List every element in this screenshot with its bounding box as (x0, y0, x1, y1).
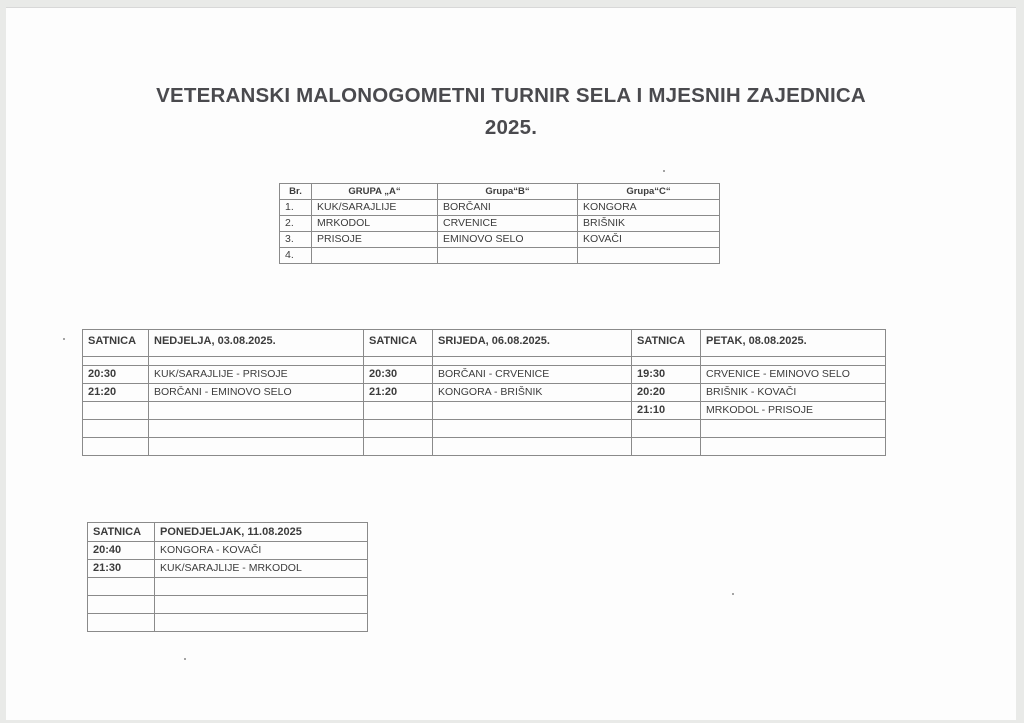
match-time: 21:30 (88, 560, 155, 578)
match-time: 21:10 (632, 402, 701, 420)
match-teams (433, 438, 632, 456)
scan-speck (732, 593, 734, 595)
row-number: 4. (280, 248, 312, 264)
match-time (632, 438, 701, 456)
day-header: PETAK, 08.08.2025. (701, 330, 886, 357)
match-teams (149, 438, 364, 456)
satnica-label: SATNICA (364, 330, 433, 357)
table-row (88, 560, 368, 578)
match-time (88, 614, 155, 632)
match-teams (433, 420, 632, 438)
groups-table (279, 183, 720, 264)
day-header: NEDJELJA, 03.08.2025. (149, 330, 364, 357)
schedule-header-row (88, 523, 368, 542)
table-row (280, 232, 720, 248)
match-time (83, 438, 149, 456)
team-cell (312, 248, 438, 264)
match-teams (149, 420, 364, 438)
schedule-table-week1 (82, 329, 886, 456)
document-page (6, 7, 1016, 720)
team-cell: BORČANI (438, 200, 578, 216)
match-teams (155, 578, 368, 596)
header-br: Br. (280, 184, 312, 200)
header-group-c: Grupa“C“ (578, 184, 720, 200)
match-teams (433, 402, 632, 420)
match-teams (701, 420, 886, 438)
match-teams: KUK/SARAJLIJE - PRISOJE (149, 366, 364, 384)
match-time: 20:30 (364, 366, 433, 384)
scan-speck (184, 658, 186, 660)
team-cell: KUK/SARAJLIJE (312, 200, 438, 216)
table-row (88, 542, 368, 560)
schedule-table-week2 (87, 522, 368, 632)
table-row (88, 578, 368, 596)
match-teams (701, 438, 886, 456)
match-teams: MRKODOL - PRISOJE (701, 402, 886, 420)
schedule-header-row (83, 330, 886, 357)
scan-speck (663, 170, 665, 172)
match-teams: KONGORA - BRIŠNIK (433, 384, 632, 402)
match-time (88, 578, 155, 596)
satnica-label: SATNICA (88, 523, 155, 542)
satnica-label: SATNICA (632, 330, 701, 357)
match-time (88, 596, 155, 614)
day-header: PONEDJELJAK, 11.08.2025 (155, 523, 368, 542)
header-group-b: Grupa“B“ (438, 184, 578, 200)
match-teams (149, 402, 364, 420)
table-row (280, 216, 720, 232)
team-cell: KONGORA (578, 200, 720, 216)
day-header: SRIJEDA, 06.08.2025. (433, 330, 632, 357)
match-time (364, 420, 433, 438)
match-teams: KONGORA - KOVAČI (155, 542, 368, 560)
document-year: 2025. (484, 116, 538, 139)
match-time (364, 438, 433, 456)
table-row (83, 366, 886, 384)
match-time (364, 402, 433, 420)
table-row (280, 200, 720, 216)
team-cell: KOVAČI (578, 232, 720, 248)
table-row (83, 384, 886, 402)
match-teams (155, 596, 368, 614)
team-cell: CRVENICE (438, 216, 578, 232)
groups-header-row (280, 184, 720, 200)
match-teams: BRIŠNIK - KOVAČI (701, 384, 886, 402)
team-cell: EMINOVO SELO (438, 232, 578, 248)
row-number: 2. (280, 216, 312, 232)
table-row (280, 248, 720, 264)
header-group-a: GRUPA „A“ (312, 184, 438, 200)
schedule-spacer-row (83, 357, 886, 366)
match-time: 20:30 (83, 366, 149, 384)
document-title: VETERANSKI MALONOGOMETNI TURNIR SELA I MJESNIH ZAJEDNICA (156, 84, 866, 107)
scan-speck (63, 338, 65, 340)
match-teams: KUK/SARAJLIJE - MRKODOL (155, 560, 368, 578)
match-time (83, 402, 149, 420)
match-time: 20:20 (632, 384, 701, 402)
match-teams: BORČANI - CRVENICE (433, 366, 632, 384)
match-teams (155, 614, 368, 632)
team-cell: PRISOJE (312, 232, 438, 248)
match-teams: BORČANI - EMINOVO SELO (149, 384, 364, 402)
match-time: 19:30 (632, 366, 701, 384)
match-time: 21:20 (83, 384, 149, 402)
team-cell (578, 248, 720, 264)
team-cell: BRIŠNIK (578, 216, 720, 232)
row-number: 1. (280, 200, 312, 216)
table-row (83, 438, 886, 456)
team-cell: MRKODOL (312, 216, 438, 232)
table-row (83, 420, 886, 438)
match-teams: CRVENICE - EMINOVO SELO (701, 366, 886, 384)
match-time: 21:20 (364, 384, 433, 402)
team-cell (438, 248, 578, 264)
match-time: 20:40 (88, 542, 155, 560)
match-time (83, 420, 149, 438)
table-row (88, 596, 368, 614)
satnica-label: SATNICA (83, 330, 149, 357)
table-row (88, 614, 368, 632)
match-time (632, 420, 701, 438)
table-row (83, 402, 886, 420)
row-number: 3. (280, 232, 312, 248)
